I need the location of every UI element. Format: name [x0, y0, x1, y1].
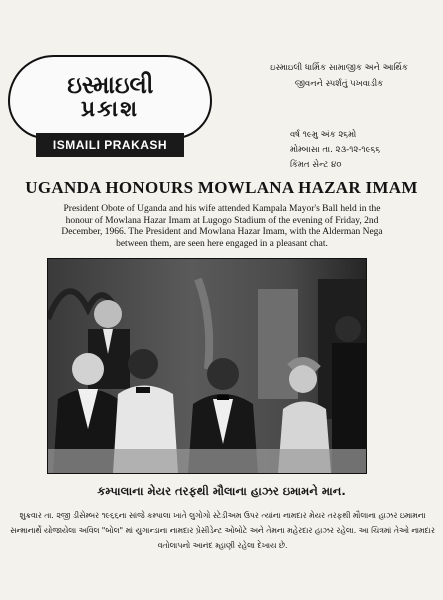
tagline-line2: જીવનને સ્પર્શતું પખવાડીક [294, 79, 384, 89]
gujarati-caption-body: શુક્રવાર તા. ૨જી ડીસેમ્બર ૧૯૬૬ના સાંજે કમ્પાલા ખાતે લુગોગો સ્ટેડીઅમ ઉપર ત્યાંના નામદાર મેયર તરફથી મૌલાના હાઝર ઇમામના સન્માનાર્થે યોજાયેલા અવિલ "બોલ" માં યુગાન્ડાના નામદાર પ્રેસીડેન્ટ ઓબોટે અને તેમના મહેરદાર હાઝર રહેલા. આ ચિત્રમાં તેઓ નામદાર વતોલાપનો આનંદ મ્હાણી રહેલા દેખાય છે. [10, 511, 435, 550]
gujarati-caption-title: કમ્પાલાના મેયર તરફથી મૌલાના હાઝર ઇમામને માન. [97, 484, 346, 498]
logo-emblem [8, 55, 212, 139]
logo-gujarati-line2: પ્રકાશ [80, 97, 140, 122]
issue-info [290, 128, 440, 173]
issue-price: કિંમત સેન્ટ ૪૦ [290, 160, 342, 170]
masthead-tagline [244, 60, 434, 92]
article-headline: UGANDA HONOURS MOWLANA HAZAR IMAM [25, 178, 418, 197]
logo-gujarati-line1: ઇસ્માઇલી [66, 71, 154, 99]
logo-english-name: ISMAILI PRAKASH [36, 133, 184, 157]
issue-volume: વર્ષ ૧૯મુ અંક ૨૬મો [290, 130, 357, 140]
photo-illustration [48, 259, 366, 473]
masthead-logo [8, 55, 212, 165]
issue-date: મોમ્બાસા તા. ૨૩-૧૨-૧૯૬૬ [290, 145, 381, 155]
article-caption: President Obote of Uganda and his wife attended Kampala Mayor's Ball held in the honour of Mowlana Hazar Imam at Lugogo Stadium of the evening of Friday, 2nd December, 1966. The President and Mowlana Hazar Imam, with the Alderman Nega between them, are seen here engaged in a pleasant chat. [61, 204, 383, 249]
event-photograph [47, 258, 367, 474]
tagline-line1: ઇસ્માઇલી ધાર્મિક સામાજીક અને આર્થિક [270, 63, 408, 73]
